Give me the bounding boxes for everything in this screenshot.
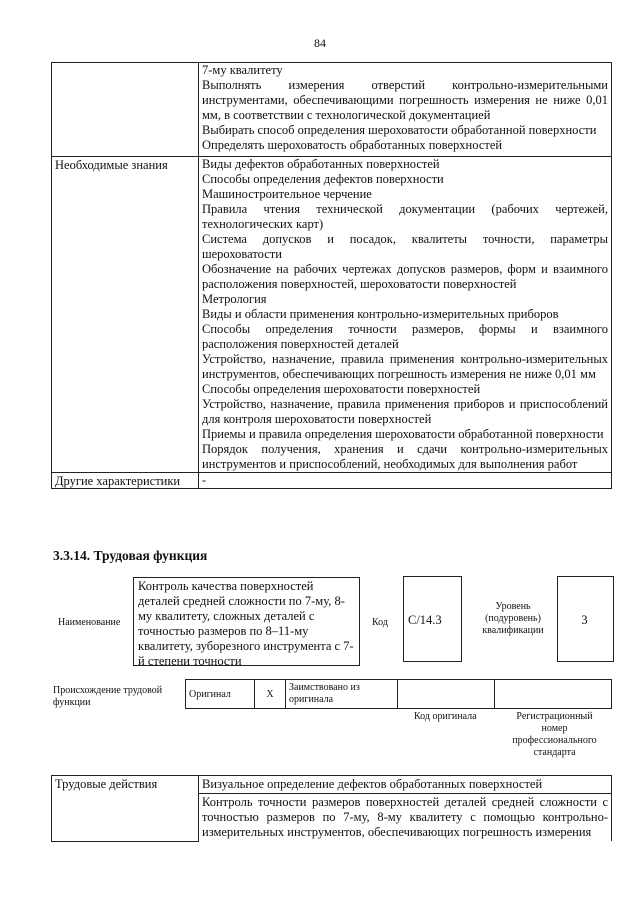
origin-table — [185, 679, 612, 709]
skill-item: Выбирать способ определения шероховатости обработанной поверхности — [202, 123, 597, 137]
skills-cell — [199, 63, 612, 157]
knowledge-item: Система допусков и посадок, квалитеты точности, параметры шероховатости — [202, 232, 608, 261]
qualification-level-value: 3 — [581, 613, 588, 627]
borrowed-label: Заимствовано из оригинала — [286, 680, 398, 709]
knowledge-item: Метрология — [202, 292, 267, 306]
knowledge-item: Порядок получения, хранения и сдачи контрольно-измерительных инструментов и приспособлений, необходимых для выполнения работ — [202, 442, 608, 471]
skills-label-cell — [52, 63, 199, 157]
knowledge-item: Устройство, назначение, правила применения приборов и приспособлений для контроля шероховатости поверхностей — [202, 397, 608, 426]
original-code-cell — [398, 680, 495, 709]
labor-action-item: Визуальное определение дефектов обработанных поверхностей — [199, 776, 612, 794]
skill-item: 7-му квалитету — [202, 63, 283, 77]
knowledge-cell — [199, 157, 612, 473]
registration-number-cell — [495, 680, 612, 709]
knowledge-item: Способы определения дефектов поверхности — [202, 172, 444, 186]
name-label: Наименование — [58, 617, 121, 628]
knowledge-item: Машиностроительное черчение — [202, 187, 372, 201]
code-original-label: Код оригинала — [414, 711, 477, 722]
knowledge-label: Необходимые знания — [52, 157, 199, 473]
knowledge-item: Способы определения шероховатости поверхностей — [202, 382, 481, 396]
original-mark: X — [255, 680, 286, 709]
knowledge-item: Обозначение на рабочих чертежах допусков размеров, форм и взаимного расположения поверхностей, шероховатости поверхностей — [202, 262, 608, 291]
skill-item: Выполнять измерения отверстий контрольно-измерительными инструментами, обеспечивающими погрешность измерения не ниже 0,01 мм, в соответствии с технологической документацией — [202, 78, 608, 122]
origin-label: Происхождение трудовой функции — [53, 685, 163, 708]
page-number: 84 — [314, 36, 326, 50]
requirements-table — [51, 62, 612, 489]
labor-action-item: Контроль точности размеров поверхностей деталей средней сложности с точностью размеров по 7-му, 8-му квалитету с помощью контрольно-измерительных инструментов, обеспечивающих погрешность измерения — [199, 794, 612, 842]
knowledge-item: Виды дефектов обработанных поверхностей — [202, 157, 440, 171]
labor-actions-table — [51, 775, 612, 842]
labor-actions-label: Трудовые действия — [52, 776, 199, 842]
qualification-level-label: Уровень (подуровень) квалификации — [482, 601, 544, 636]
skill-item: Определять шероховатость обработанных поверхностей — [202, 138, 503, 152]
other-characteristics-value: - — [199, 473, 612, 489]
code-value: C/14.3 — [408, 613, 442, 627]
registration-number-label: Регистрационный номер профессионального стандарта — [512, 711, 597, 758]
section-title: 3.3.14. Трудовая функция — [53, 548, 208, 563]
knowledge-item: Виды и области применения контрольно-измерительных приборов — [202, 307, 559, 321]
code-label: Код — [372, 617, 388, 628]
knowledge-item: Способы определения точности размеров, формы и взаимного расположения поверхностей деталей — [202, 322, 608, 351]
name-value: Контроль качества поверхностей деталей средней сложности по 7-му, 8-му квалитету, сложных деталей с точностью размеров по 8–11-му квалитету, зуборезного инструмента с 7-й степени точности — [133, 577, 360, 666]
knowledge-item: Правила чтения технической документации (рабочих чертежей, технологических карт) — [202, 202, 608, 231]
knowledge-item: Устройство, назначение, правила применения контрольно-измерительных инструментов, обеспечивающих погрешность измерения не ниже 0,01 мм — [202, 352, 608, 381]
other-characteristics-label: Другие характеристики — [52, 473, 199, 489]
original-label: Оригинал — [186, 680, 255, 709]
knowledge-item: Приемы и правила определения шероховатости обработанной поверхности — [202, 427, 604, 441]
